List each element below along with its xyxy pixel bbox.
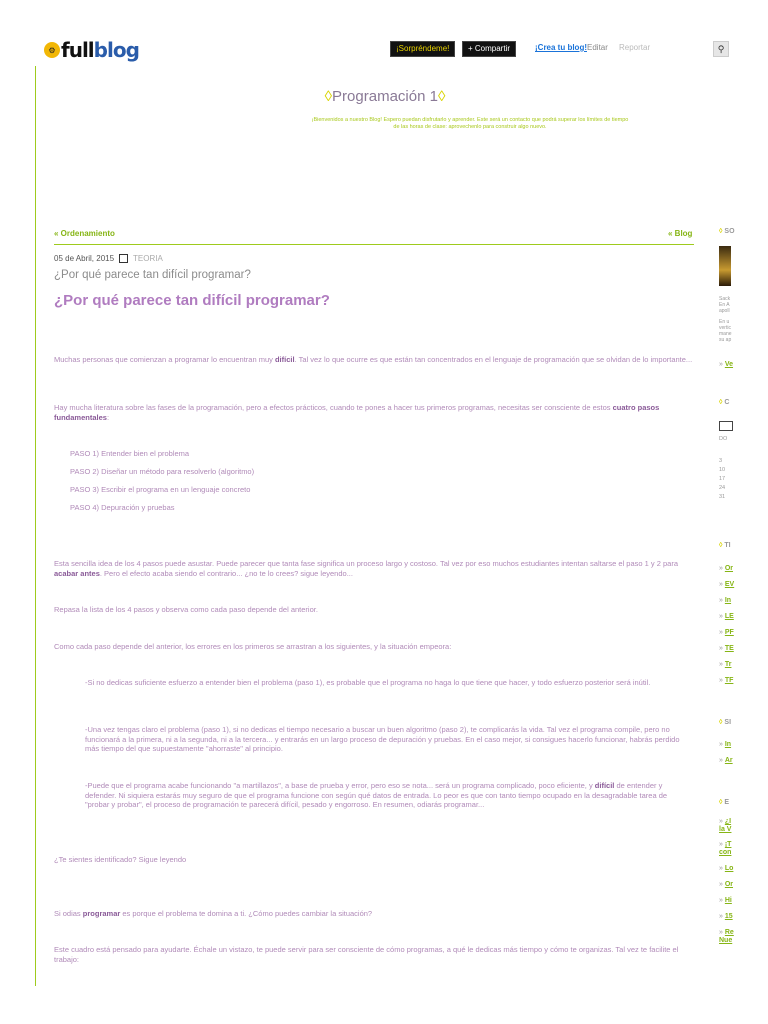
site-list [719, 737, 733, 769]
sidebar-link-text[interactable]: EV [724, 581, 735, 588]
sidebar-heading [719, 719, 731, 726]
sidebar-link[interactable]: » PF [719, 629, 734, 636]
calendar-day[interactable]: 3 [719, 458, 723, 464]
blog-description-line: ¡Bienvenidos a nuestro Blog! Espero puedan disfrutarlo y aprender. Este será un contacto que podrá superar los límites de tiempo [311, 117, 629, 123]
author-avatar [719, 246, 731, 286]
post-paragraph [54, 909, 694, 919]
about-line: En u [719, 319, 730, 325]
sidebar-heading [719, 799, 729, 806]
entry-list [719, 818, 734, 945]
calendar-day[interactable]: 31 [719, 494, 726, 500]
calendar-prev-icon[interactable] [719, 421, 733, 431]
text-run: Si odias [54, 909, 83, 918]
sidebar-link-text[interactable]: In [724, 741, 732, 748]
calendar-day[interactable]: 24 [719, 485, 726, 491]
diamond-icon: ◊ [719, 719, 725, 726]
blog-title[interactable] [60, 88, 710, 105]
sidebar-link-text[interactable]: Or [724, 881, 734, 888]
about-line: Sack [719, 296, 731, 302]
diamond-icon: ◊ [719, 542, 725, 549]
post-subtitle: ¿Por qué parece tan difícil programar? [54, 269, 251, 281]
sidebar-link-text[interactable]: la V [719, 826, 732, 833]
sidebar-link-text[interactable]: Or [724, 565, 734, 572]
report-link[interactable]: Reportar [619, 43, 651, 52]
text-run: Hay mucha literatura sobre las fases de la programación, pero a efectos prácticos, cuando te pones a hacer tus primeros programas, necesitas ser consciente de estos [54, 403, 613, 412]
blog-home-link[interactable]: « Blog [668, 229, 693, 238]
about-line: apoll [719, 308, 730, 314]
logo-text-blog: blog [93, 38, 139, 62]
post-paragraph: Repasa la lista de los 4 pasos y observa como cada paso depende del anterior. [54, 605, 318, 614]
logo-badge-icon: ⚙ [44, 42, 60, 58]
logo-text-full: full [61, 38, 94, 62]
sidebar-link[interactable]: » 15 [719, 913, 733, 920]
sidebar-heading [719, 228, 735, 235]
sidebar-link-text[interactable]: Hi [724, 897, 732, 904]
blog-description [280, 117, 660, 131]
sidebar-link-text[interactable]: TF [724, 677, 734, 684]
about-line: En A [719, 302, 730, 308]
text-run: . Tal vez lo que ocurre es que están tan concentrados en el lenguaje de programación que se olvidan de lo importante... [294, 355, 693, 364]
sidebar-link-text[interactable]: Re [724, 929, 734, 936]
sidebar-heading [719, 399, 729, 406]
sidebar-link[interactable]: » Lo [719, 865, 734, 872]
sidebar-link-text[interactable]: con [719, 849, 732, 856]
sidebar-heading-text: SI [724, 719, 732, 726]
about-line: su ap [719, 337, 732, 343]
diamond-icon: ◊ [324, 88, 333, 105]
sidebar-link[interactable] [719, 826, 734, 834]
diamond-icon: ◊ [719, 399, 725, 406]
sidebar-link-text[interactable]: In [724, 597, 732, 604]
post-category-link[interactable]: TEORIA [133, 254, 163, 263]
text-run: Muchas personas que comienzan a programar lo encuentran muy [54, 355, 275, 364]
sidebar-link[interactable]: » ¡T [719, 841, 732, 848]
sidebar-link-text[interactable]: Lo [724, 865, 734, 872]
bold-text: acabar antes [54, 568, 100, 578]
post-date: 05 de Abril, 2015 [54, 254, 115, 263]
sidebar-link-text[interactable]: Nue [719, 937, 733, 944]
sidebar-link[interactable]: » Or [719, 881, 734, 888]
fullblog-logo[interactable] [44, 38, 139, 62]
about-line: mane [719, 331, 732, 337]
text-run: Esta sencilla idea de los 4 pasos puede asustar. Puede parecer que tanta fase significa un proceso largo y costoso. Tal vez por eso muchos estudiantes intentan saltarse el paso 1 y 2 para [54, 559, 678, 568]
sidebar-link[interactable]: » In [719, 741, 732, 748]
sidebar-heading [719, 542, 731, 549]
indented-paragraph [85, 781, 690, 810]
post-meta [54, 254, 163, 263]
text-run: de entender y defender. Ni siquiera estarás muy seguro de que el programa funcione con según qué datos de entrada. Lo peor es que con tanto tiempo ocupado en la desagradable tarea de "probar y probar", el proceso de programación te parecerá difícil, pesado y engorroso. En resumen, odiarás programar... [85, 781, 668, 809]
sidebar-link[interactable] [719, 849, 734, 857]
step-item: PASO 1) Entender bien el problema [70, 449, 190, 458]
sidebar-link[interactable]: » Re [719, 929, 734, 936]
calendar-day[interactable]: 17 [719, 476, 726, 482]
text-run: -Puede que el programa acabe funcionando "a martillazos", a base de prueba y error, pero eso se nota... será un programa complicado, poco eficiente, y [85, 781, 595, 790]
surprise-me-button[interactable]: ¡Sorpréndeme! [390, 41, 455, 57]
indented-paragraph: -Si no dedicas suficiente esfuerzo a entender bien el problema (paso 1), es probable que el programa no haga lo que tiene que hacer, y todo esfuerzo posterior será inútil. [85, 678, 651, 687]
blog-title-text: Programación 1 [332, 88, 438, 105]
sidebar-link-text[interactable]: PF [724, 629, 734, 636]
create-blog-link[interactable]: ¡Crea tu blog! [535, 43, 587, 52]
diamond-icon: ◊ [719, 799, 725, 806]
sidebar-link[interactable]: » EV [719, 581, 735, 588]
indented-paragraph: -Una vez tengas claro el problema (paso 1), si no dedicas el tiempo necesario a buscar un buen algoritmo (paso 2), te complicarás la vida. Tal vez el programa compile, pero no funcionará a la primera, ni a la segunda, ni a la tercera... y entrarás en un largo proceso de depuración y pruebas. En el caso mejor, si consigues hacerlo funcionar, habrás perdido más tiempo del que supuestamente "ahorraste" al principio. [85, 725, 680, 753]
text-run: . Pero el efecto acaba siendo el contrario... ¿no te lo crees? sigue leyendo... [99, 568, 353, 578]
edit-link[interactable]: Editar [587, 43, 608, 52]
calendar-days [719, 457, 725, 502]
post-title: ¿Por qué parece tan difícil programar? [54, 292, 330, 309]
sidebar-link[interactable]: » Tr [719, 661, 732, 668]
sidebar-link[interactable]: » LE [719, 613, 734, 620]
sidebar-link[interactable]: » TF [719, 677, 734, 684]
share-button[interactable]: + Compartir [462, 41, 516, 57]
text-run: : [106, 412, 110, 422]
sidebar-link[interactable]: » Ar [719, 757, 733, 764]
sidebar-link-text[interactable]: Ar [724, 757, 733, 764]
sidebar-link-text[interactable]: ¡T [724, 841, 732, 848]
category-icon [119, 254, 128, 263]
step-item: PASO 3) Escribir el programa en un lenguaje concreto [70, 485, 251, 494]
sidebar-link[interactable]: » ¿I [719, 818, 732, 825]
sidebar-link[interactable]: » Or [719, 565, 734, 572]
post-paragraph: ¿Te sientes identificado? Sigue leyendo [54, 855, 187, 864]
search-icon[interactable]: ⚲ [713, 41, 729, 57]
sidebar-heading-text: C [724, 399, 730, 406]
content-left-border [35, 66, 36, 986]
sidebar-about [719, 296, 732, 343]
about-line: vertic [719, 325, 731, 331]
sidebar-link[interactable] [719, 937, 734, 945]
post-paragraph [54, 559, 694, 578]
bold-text: difícil [274, 355, 295, 364]
sidebar-link[interactable]: » TE [719, 645, 734, 652]
nav-divider [54, 244, 694, 245]
sidebar-link-text[interactable]: TE [724, 645, 734, 652]
sidebar-heading-text: TI [724, 542, 731, 549]
sidebar-link-text[interactable]: Ve [724, 361, 734, 368]
sidebar-link-text[interactable]: ¿I [724, 818, 732, 825]
previous-post-link[interactable]: « Ordenamiento [54, 229, 115, 238]
calendar-day[interactable]: 10 [719, 467, 726, 473]
blog-description-line: de las horas de clase: aprovechenlo para construir algo nuevo. [393, 124, 547, 130]
step-item: PASO 4) Depuración y pruebas [70, 503, 175, 512]
bold-text: cuatro pasos fundamentales [54, 403, 660, 422]
step-item: PASO 2) Diseñar un método para resolverlo (algoritmo) [70, 467, 255, 476]
sidebar-link-text[interactable]: Tr [724, 661, 732, 668]
sidebar-heading-text: E [724, 799, 730, 806]
post-paragraph: Como cada paso depende del anterior, los errores en los primeros se arrastran a los siguientes, y la situación empeora: [54, 642, 452, 651]
bold-text: programar [82, 909, 121, 918]
sidebar-link-text[interactable]: 15 [724, 913, 733, 920]
diamond-icon: ◊ [437, 88, 446, 105]
tag-list [719, 561, 734, 689]
sidebar-link[interactable]: » In [719, 597, 732, 604]
diamond-icon: ◊ [719, 228, 725, 235]
post-paragraph [54, 355, 694, 365]
post-paragraph [54, 403, 694, 422]
calendar-header: DO [719, 436, 728, 442]
sidebar-heading-text: SO [724, 228, 735, 235]
sidebar-link[interactable]: » Hi [719, 897, 732, 904]
post-paragraph: Este cuadro está pensado para ayudarte. Échale un vistazo, te puede servir para ser consciente de cómo programas, a qué le dedicas más tiempo y cómo te organizas. Tal vez te facilite el trabajo: [54, 945, 679, 964]
sidebar-link[interactable]: » Ve [719, 361, 734, 368]
bold-text: difícil [594, 781, 615, 790]
text-run: es porque el problema te domina a ti. ¿Cómo puedes cambiar la situación? [120, 909, 373, 918]
sidebar-link-text[interactable]: LE [724, 613, 734, 620]
